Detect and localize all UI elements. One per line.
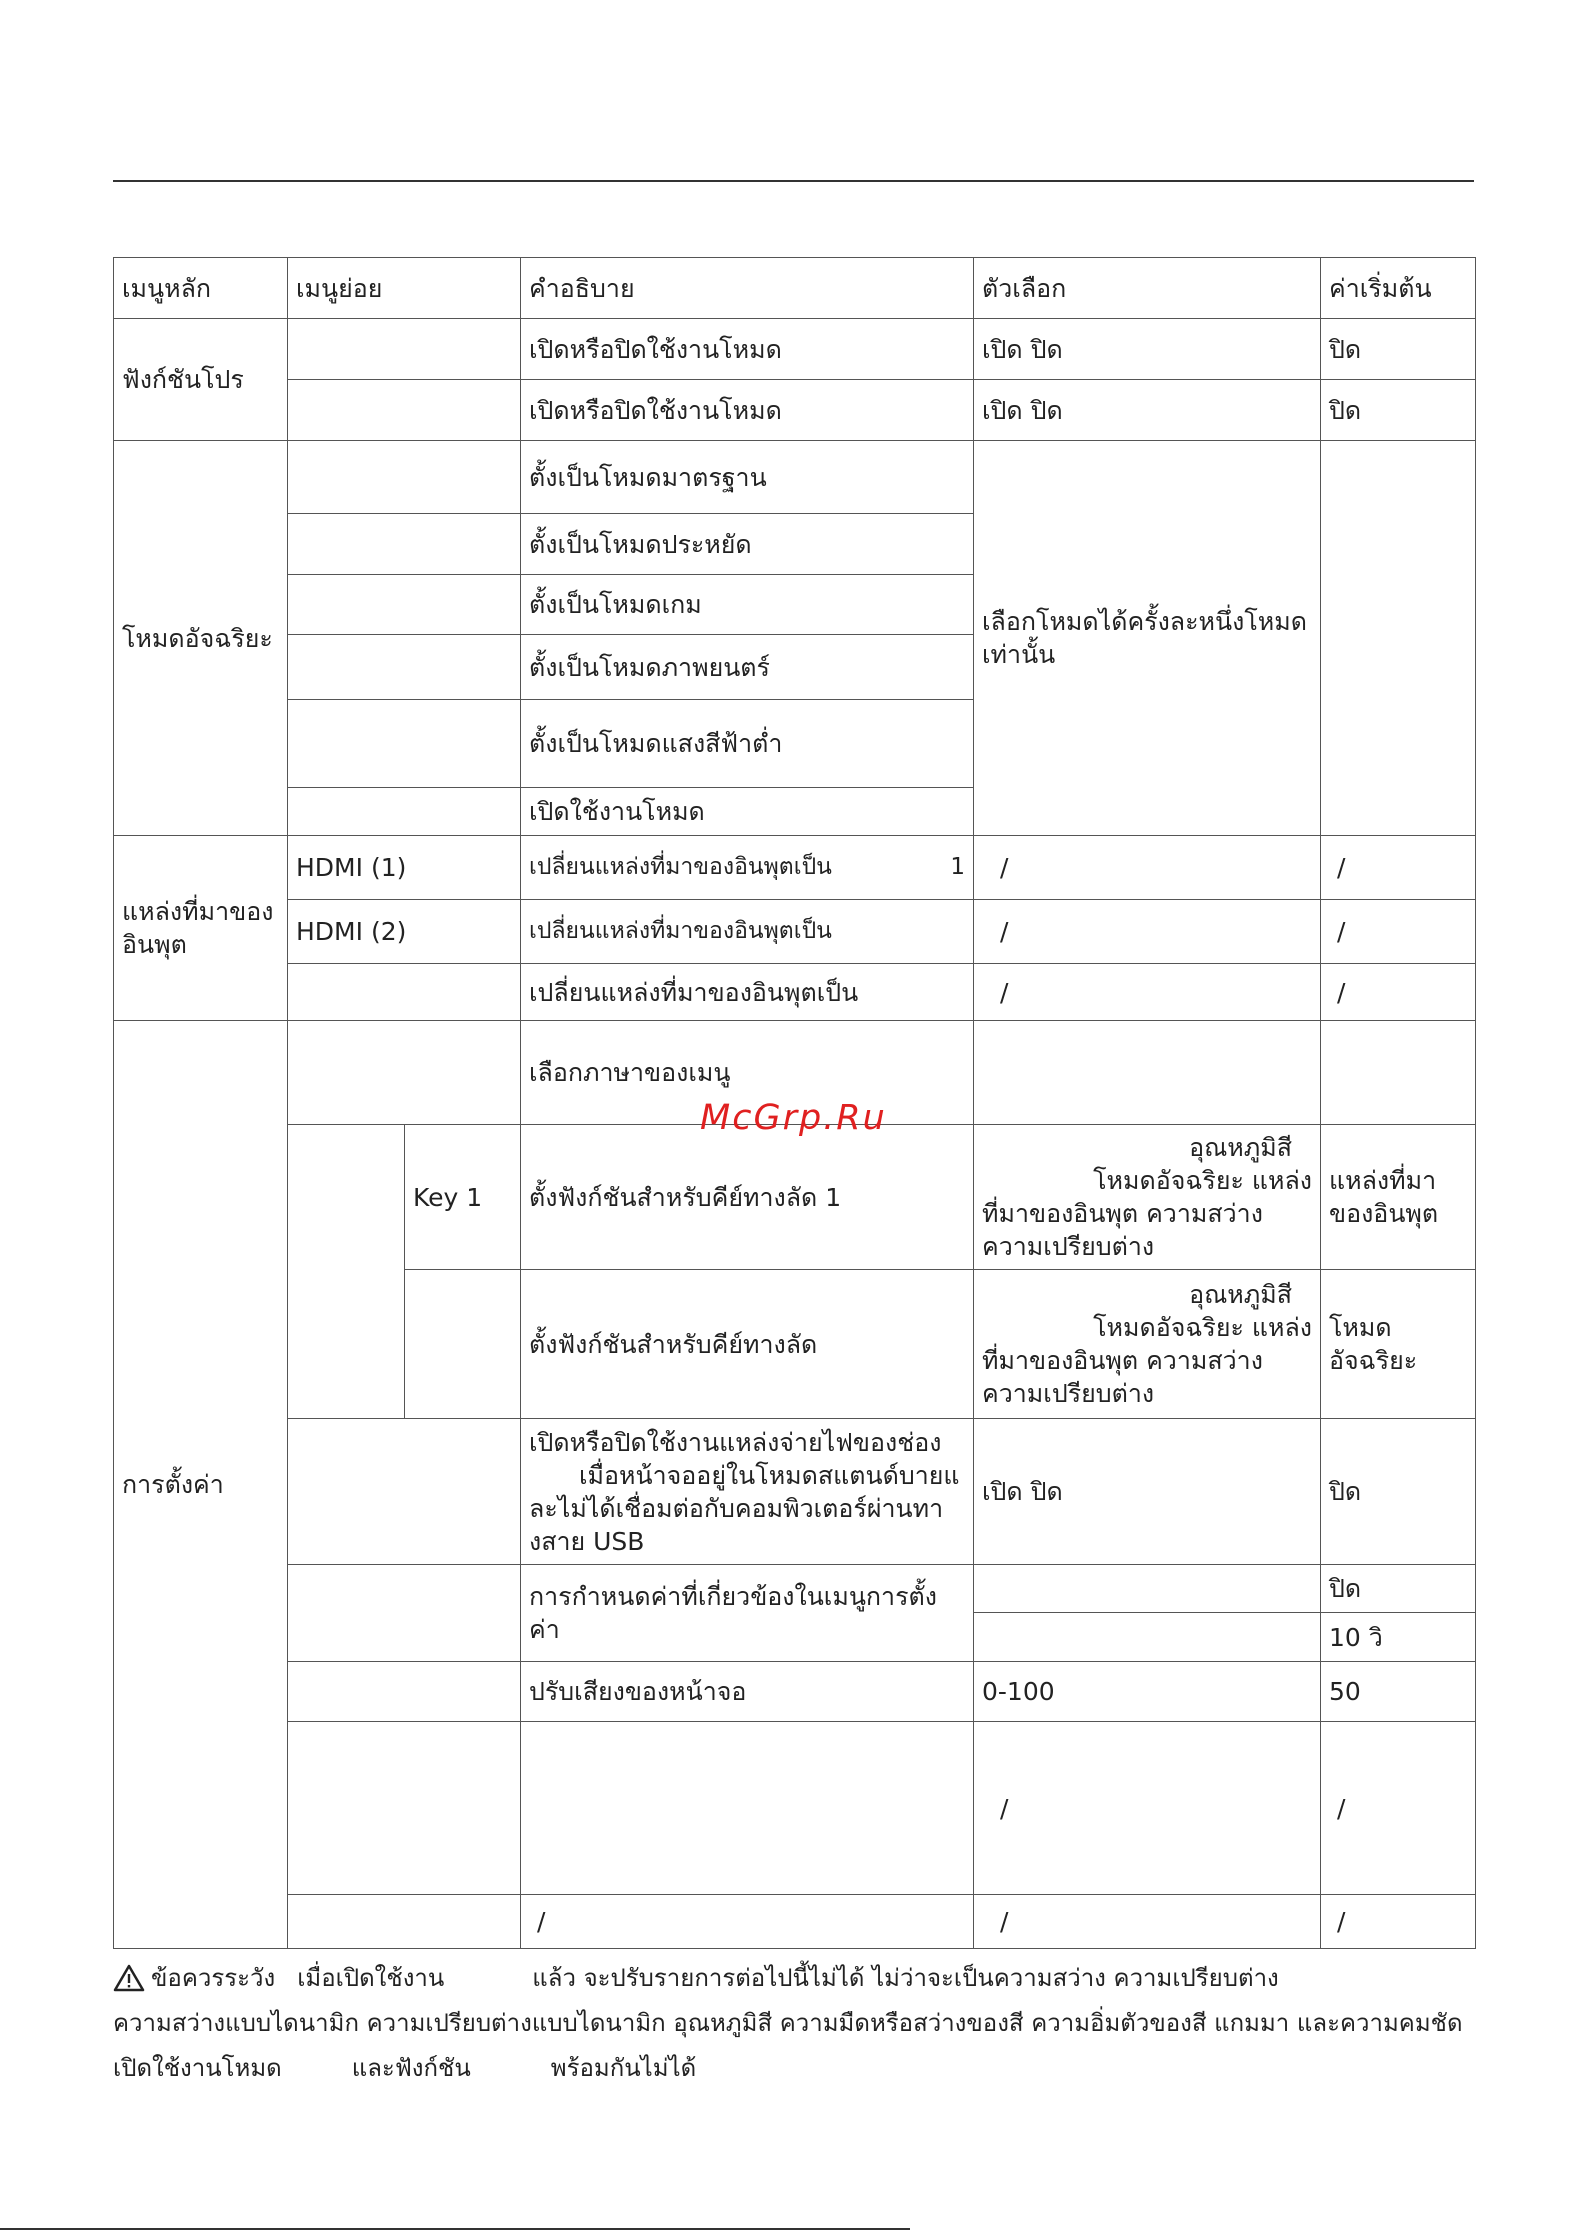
default-cell: / (1321, 900, 1476, 964)
options-cell: เลือกโหมดได้ครั้งละหนึ่งโหมดเท่านั้น (974, 441, 1321, 836)
options-line: ความเปรียบต่าง (982, 1379, 1155, 1408)
header-main-menu: เมนูหลัก (114, 258, 288, 319)
submenu-cell (288, 380, 521, 441)
options-cell: / (974, 836, 1321, 900)
submenu-cell (288, 514, 521, 575)
description-cell: การกำหนดค่าที่เกี่ยวข้องในเมนูการตั้งค่า (521, 1565, 974, 1662)
description-cell: ตั้งฟังก์ชันสำหรับคีย์ทางลัด (521, 1270, 974, 1419)
options-line: ที่มาของอินพุต ความสว่าง (982, 1199, 1263, 1228)
bottom-rule (0, 2228, 910, 2230)
table-row (114, 319, 1476, 380)
description-text: เปลี่ยนแหล่งที่มาของอินพุตเป็น (529, 854, 832, 880)
options-cell: / (974, 1895, 1321, 1949)
description-cell (521, 836, 974, 900)
options-cell (974, 1565, 1321, 1613)
options-line: ความเปรียบต่าง (982, 1232, 1155, 1261)
table-row (114, 441, 1476, 514)
description-cell: ตั้งฟังก์ชันสำหรับคีย์ทางลัด 1 (521, 1125, 974, 1270)
options-cell: เปิด ปิด (974, 380, 1321, 441)
submenu-cell (288, 575, 521, 635)
submenu-cell (288, 1662, 521, 1722)
options-cell: / (974, 1722, 1321, 1895)
submenu2-cell: Key 1 (405, 1125, 521, 1270)
options-cell: / (974, 900, 1321, 964)
description-cell: เปิดหรือปิดใช้งานโหมด (521, 380, 974, 441)
caution-note-line2 (113, 2008, 1463, 2038)
default-cell (1321, 441, 1476, 836)
submenu-cell: HDMI (2) (288, 900, 521, 964)
submenu-cell (288, 1125, 405, 1419)
table-row (114, 1565, 1476, 1613)
submenu-cell (288, 1722, 521, 1895)
submenu-cell (288, 441, 521, 514)
description-cell: เปิดใช้งานโหมด (521, 788, 974, 836)
caution-text: เปิดใช้งานโหมด (113, 2054, 282, 2082)
submenu2-cell (405, 1270, 521, 1419)
warning-icon (113, 1964, 145, 1999)
default-cell: / (1321, 836, 1476, 900)
caution-text: แล้ว จะปรับรายการต่อไปนี้ไม่ได้ ไม่ว่าจะเป็นความสว่าง ความเปรียบต่าง (532, 1964, 1279, 1992)
description-cell: ปรับเสียงของหน้าจอ (521, 1662, 974, 1722)
top-rule (113, 180, 1474, 182)
options-line: ที่มาของอินพุต ความสว่าง (982, 1346, 1263, 1375)
description-number: 1 (950, 854, 965, 880)
description-line: งสาย USB (529, 1526, 645, 1556)
description-cell: เปลี่ยนแหล่งที่มาของอินพุตเป็น (521, 900, 974, 964)
description-line: เมื่อหน้าจออยู่ในโหมดสแตนด์บายแ (579, 1460, 960, 1490)
default-cell: โหมดอัจฉริยะ (1321, 1270, 1476, 1419)
header-description: คำอธิบาย (521, 258, 974, 319)
description-cell: ตั้งเป็นโหมดประหยัด (521, 514, 974, 575)
default-cell: ปิด (1321, 1565, 1476, 1613)
table-row (114, 1419, 1476, 1565)
description-cell: ตั้งเป็นโหมดมาตรฐาน (521, 441, 974, 514)
description-cell: / (521, 1895, 974, 1949)
submenu-cell (288, 635, 521, 700)
description-cell (521, 1419, 974, 1565)
submenu-cell: HDMI (1) (288, 836, 521, 900)
description-cell: ตั้งเป็นโหมดเกม (521, 575, 974, 635)
description-cell: ตั้งเป็นโหมดภาพยนตร์ (521, 635, 974, 700)
default-cell: / (1321, 1895, 1476, 1949)
caution-text: และฟังก์ชัน (351, 2054, 471, 2082)
caution-text: พร้อมกันไม่ได้ (550, 2054, 697, 2082)
options-line: อุณหภูมิสี (1189, 1280, 1292, 1309)
options-line: อุณหภูมิสี (1189, 1133, 1292, 1162)
main-menu-cell: แหล่งที่มาของอินพุต (114, 836, 288, 1021)
submenu-cell (288, 700, 521, 788)
header-default: ค่าเริ่มต้น (1321, 258, 1476, 319)
options-line: โหมดอัจฉริยะ แหล่ง (1093, 1313, 1312, 1342)
caution-note-line3 (113, 2053, 696, 2083)
options-cell (974, 1270, 1321, 1419)
table-row (114, 1662, 1476, 1722)
submenu-cell (288, 1565, 521, 1662)
header-options: ตัวเลือก (974, 258, 1321, 319)
default-cell: 10 วิ (1321, 1613, 1476, 1662)
options-cell (974, 1613, 1321, 1662)
main-menu-cell: ฟังก์ชันโปร (114, 319, 288, 441)
options-cell (974, 1021, 1321, 1125)
caution-text: เมื่อเปิดใช้งาน (297, 1964, 445, 1992)
table-row (114, 964, 1476, 1021)
description-cell: ตั้งเป็นโหมดแสงสีฟ้าต่ำ (521, 700, 974, 788)
submenu-cell (288, 1021, 521, 1125)
caution-note-line1 (113, 1963, 1279, 1999)
table-row (114, 380, 1476, 441)
description-line: ละไม่ได้เชื่อมต่อกับคอมพิวเตอร์ผ่านทา (529, 1493, 944, 1523)
description-cell: เปลี่ยนแหล่งที่มาของอินพุตเป็น (521, 964, 974, 1021)
header-submenu: เมนูย่อย (288, 258, 521, 319)
table-row (114, 836, 1476, 900)
default-cell: / (1321, 1722, 1476, 1895)
options-cell: เปิด ปิด (974, 1419, 1321, 1565)
default-cell: / (1321, 964, 1476, 1021)
options-cell: / (974, 964, 1321, 1021)
table-row (114, 1125, 1476, 1270)
default-cell: 50 (1321, 1662, 1476, 1722)
table-row (114, 1895, 1476, 1949)
options-cell (974, 1125, 1321, 1270)
main-menu-cell: โหมดอัจฉริยะ (114, 441, 288, 836)
description-cell: เปิดหรือปิดใช้งานโหมด (521, 319, 974, 380)
main-menu-cell: การตั้งค่า (114, 1021, 288, 1949)
options-line: โหมดอัจฉริยะ แหล่ง (1093, 1166, 1312, 1195)
header-row (114, 258, 1476, 319)
caution-text: ความสว่างแบบไดนามิก ความเปรียบต่างแบบไดนามิก อุณหภูมิสี ความมืดหรือสว่างของสี ความอิ่มตัวของสี แกมมา และความคมชัด (113, 2009, 1463, 2037)
default-cell: ปิด (1321, 319, 1476, 380)
default-cell: ปิด (1321, 380, 1476, 441)
submenu-cell (288, 1895, 521, 1949)
submenu-cell (288, 319, 521, 380)
submenu-cell (288, 964, 521, 1021)
options-cell: เปิด ปิด (974, 319, 1321, 380)
description-cell: เลือกภาษาของเมนู (521, 1021, 974, 1125)
default-cell: ปิด (1321, 1419, 1476, 1565)
default-cell (1321, 1021, 1476, 1125)
default-cell: แหล่งที่มาของอินพุต (1321, 1125, 1476, 1270)
submenu-cell (288, 788, 521, 836)
submenu-cell (288, 1419, 521, 1565)
description-line: เปิดหรือปิดใช้งานแหล่งจ่ายไฟของช่อง (529, 1427, 942, 1457)
caution-label: ข้อควรระวัง (151, 1964, 276, 1992)
description-cell (521, 1722, 974, 1895)
table-row (114, 1722, 1476, 1895)
table-row (114, 900, 1476, 964)
options-cell: 0-100 (974, 1662, 1321, 1722)
watermark: McGrp.Ru (700, 1098, 887, 1138)
